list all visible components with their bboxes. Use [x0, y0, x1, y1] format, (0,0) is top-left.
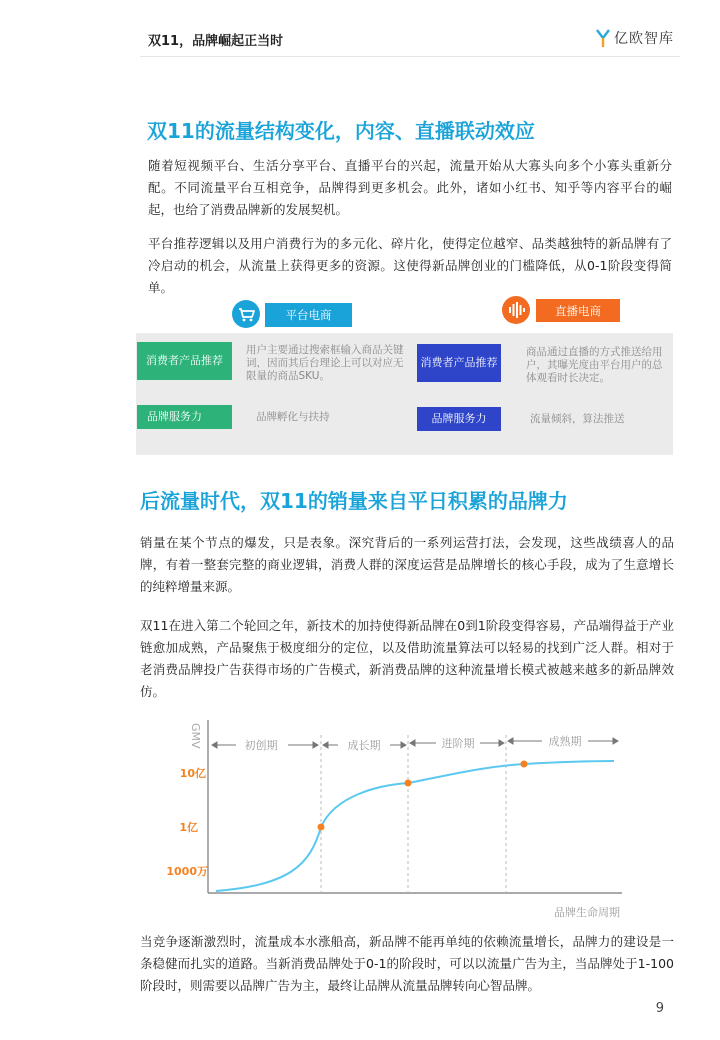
brand-lifecycle-chart: [140, 715, 640, 925]
y-tick-1000wan: 1000万: [166, 865, 208, 878]
logo-text: 亿欧智库: [614, 31, 674, 47]
shopping-cart-icon: [232, 300, 260, 328]
left-brand-service-tag: 品牌服务力: [137, 405, 232, 429]
platform-ecommerce-title: 平台电商: [265, 303, 352, 327]
stage-label-startup: 初创期: [244, 739, 278, 752]
section2-heading: 后流量时代，双11的销量来自平日积累的品牌力: [140, 489, 568, 513]
right-consumer-recommend-tag: 消费者产品推荐: [417, 344, 501, 382]
left-brand-service-desc: 品牌孵化与扶持: [256, 411, 330, 423]
section1-paragraph-1: 随着短视频平台、生活分享平台、直播平台的兴起，流量开始从大寡头向多个小寡头重新分配。不同流量平台互相竞争，品牌得到更多机会。此外，诸如小红书、知乎等内容平台的崛起，也给了消费品牌新的发展契机。: [148, 158, 672, 217]
section2-paragraph-3: 当竞争逐渐激烈时，流量成本水涨船高，新品牌不能再单纯的依赖流量增长，品牌力的建设是一条稳健而扎实的道路。当新消费品牌处于0-1的阶段时，可以以流量广告为主，当品牌处于1-100阶段时，则需要以品牌广告为主，最终让品牌从流量品牌转向心智品牌。: [140, 934, 674, 993]
stage-arrowhead: [323, 742, 328, 748]
x-axis-label: 品牌生命周期: [554, 906, 620, 919]
left-consumer-recommend-tag: 消费者产品推荐: [137, 342, 232, 380]
header-divider: [140, 56, 680, 57]
growth-curve-line: [216, 761, 614, 891]
y-tick-1yi: 1亿: [179, 821, 198, 834]
stage-arrowhead: [401, 742, 406, 748]
stage-arrowhead: [212, 742, 217, 748]
section2-paragraph-1: 销量在某个节点的爆发，只是表象。深究背后的一系列运营打法，会发现，这些战绩喜人的品牌，有着一整套完整的商业逻辑，消费人群的深度运营是品牌增长的核心手段，成为了生意增长的纯粹增量来源。: [140, 535, 674, 594]
live-ecommerce-title: 直播电商: [536, 299, 620, 322]
section2-paragraph-2: 双11在进入第二个轮回之年，新技术的加持使得新品牌在0到1阶段变得容易，产品端得益于产业链愈加成熟，产品聚焦于极度细分的定位，以及借助流量算法可以轻易的找到广泛人群。相对于老消费品牌投广告获得市场的广告模式，新消费品牌的这种流量增长模式被越来越多的新品牌效仿。: [140, 618, 674, 699]
stage-arrowhead: [313, 742, 318, 748]
curve-marker-advanced: [405, 780, 412, 787]
y-tick-10yi: 10亿: [179, 767, 206, 780]
left-consumer-recommend-desc: 用户主要通过搜索框输入商品关键词，因而其后台理论上可以对应无限量的商品SKU。: [246, 344, 404, 382]
stage-arrowhead: [410, 740, 415, 746]
section1-paragraph-2: 平台推荐逻辑以及用户消费行为的多元化、碎片化，使得定位越窄、品类越独特的新品牌有了冷启动的机会，从流量上获得更多的资源。这使得新品牌创业的门槛降低，从0-1阶段变得简单。: [148, 236, 672, 295]
page-number: 9: [655, 1001, 664, 1016]
stage-arrowhead: [508, 738, 513, 744]
curve-marker-growth: [318, 824, 325, 831]
section1-heading: 双11的流量结构变化，内容、直播联动效应: [147, 119, 535, 143]
stage-label-growth: 成长期: [347, 739, 381, 752]
y-axis-label: GMV: [189, 723, 202, 749]
curve-marker-mature: [521, 761, 528, 768]
stage-arrowhead: [613, 738, 618, 744]
right-brand-service-desc: 流量倾斜，算法推送: [530, 413, 625, 425]
stage-arrowhead: [499, 740, 504, 746]
right-consumer-recommend-desc: 商品通过直播的方式推送给用户，其曝光度由平台用户的总体观看时长决定。: [526, 346, 663, 384]
right-brand-service-tag: 品牌服务力: [417, 407, 501, 431]
stage-label-mature: 成熟期: [548, 735, 582, 748]
logo: [596, 28, 674, 48]
logo-mark-icon: [596, 28, 610, 48]
stage-label-advanced: 进阶期: [441, 737, 475, 750]
live-audio-icon: [502, 296, 530, 324]
header-title: 双11，品牌崛起正当时: [148, 34, 284, 49]
